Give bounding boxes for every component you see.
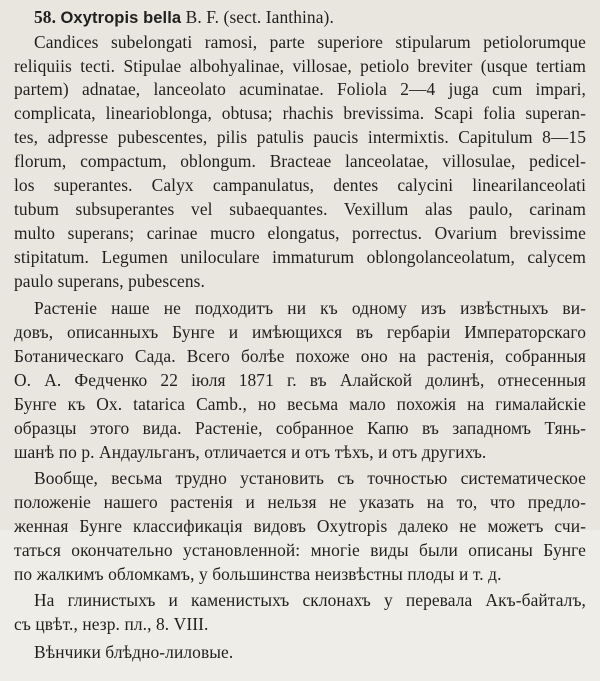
russian-line: Бунге къ Ox. tatarica Camb., но весьма мало похожія на гималайскіе [14, 394, 586, 414]
latin-line: complicata, linearioblonga, obtusa; rhachis brevissima. Scapi folia superan- [14, 103, 586, 123]
russian-line: таться окончательно установленной: многіе виды были описаны Бунге [14, 540, 586, 560]
species-number: 58. [34, 7, 57, 27]
russian-line: по жалкимъ обломкамъ, у большинства неизвѣстны плоды и т. д. [14, 564, 502, 584]
russian-line: довъ, описанныхъ Бунге и имѣющихся въ гербаріи Императорскаго [14, 322, 586, 342]
latin-line: tes, adpresse pubescentes, pilis patulis paucis intermixtis. Capitulum 8—15 [14, 127, 586, 147]
latin-line: los superantes. Calyx campanulatus, dentes calycini linearilanceolati [14, 175, 586, 195]
latin-line: partem) adnatae, lanceolato acuminatae. Foliola 2—4 juga cum impari, [14, 79, 586, 99]
latin-line: florum, compactum, oblongum. Bracteae lanceolatae, villosulae, pedicel- [14, 151, 586, 171]
latin-line: Candices subelongati ramosi, parte superiore stipularum petiolorumque [34, 32, 586, 52]
russian-line: Вообще, весьма трудно установить съ точностью систематическое [34, 468, 586, 488]
russian-line: образцы этого вида. Растеніе, собранное Капю въ западномъ Тянь- [14, 418, 586, 438]
corolla-note: Вѣнчики блѣдно-лиловые. [34, 642, 234, 662]
species-name: Oxytropis bella [60, 9, 182, 27]
russian-line: Ботаническаго Сада. Всего болѣе похоже оно на растенія, собранныя [14, 346, 586, 366]
locality-line: На глинистыхъ и каменистыхъ склонахъ у перевала Акъ-байталъ, [34, 590, 586, 610]
latin-line: multo superans; carinae mucro elongatus, porrectus. Ovarium brevissime [14, 223, 586, 243]
russian-line: шанѣ по р. Андаульганъ, отличается и отъ тѣхъ, и отъ другихъ. [14, 442, 487, 462]
latin-line: reliquiis tecti. Stipulae albohyalinae, villosae, petiolo breviter (usque tertiam [14, 56, 586, 76]
species-author: B. F. [185, 7, 220, 27]
latin-line: stipitatum. Legumen uniloculare immaturum oblongolanceolatum, calycem [14, 247, 586, 267]
species-section: (sect. Ianthina). [223, 7, 334, 27]
species-heading [34, 6, 586, 29]
latin-line: paulo superans, pubescens. [14, 271, 205, 291]
russian-line: женная Бунге классификація видовъ Oxytropis далеко не можетъ счи- [14, 516, 586, 536]
latin-line: tubum subsuperantes vel subaequantes. Vexillum alas paulo, carinam [14, 199, 586, 219]
russian-line: Растеніе наше не подходитъ ни къ одному изъ извѣстныхъ ви- [34, 298, 586, 318]
russian-line: О. А. Федченко 22 іюля 1871 г. въ Алайской долинѣ, отнесенныя [14, 370, 586, 390]
russian-line: положеніе нашего растенія и нельзя не указать на то, что предло- [14, 492, 586, 512]
locality-line: съ цвѣт., незр. пл., 8. VIII. [14, 614, 209, 634]
